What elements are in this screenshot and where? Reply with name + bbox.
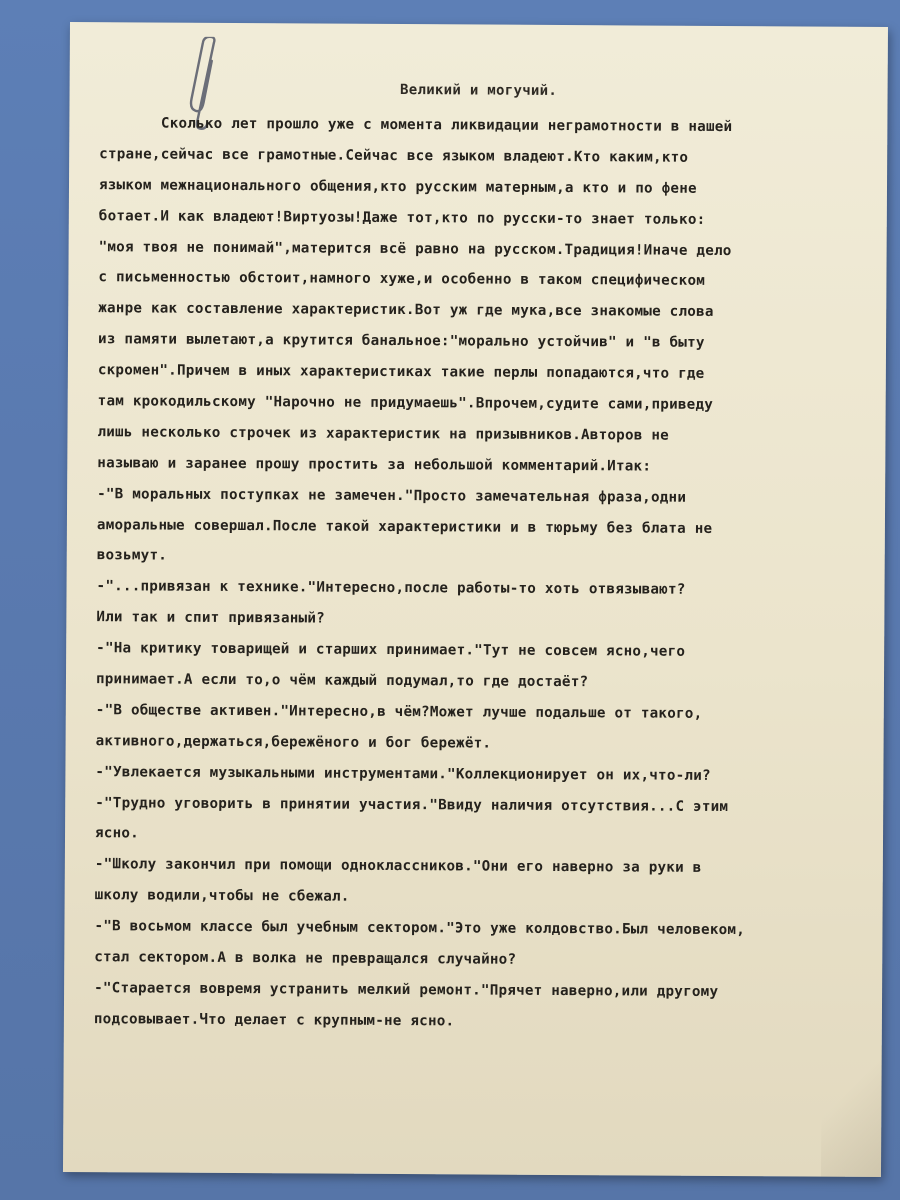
text-line: школу водили,чтобы не сбежал. [94,887,350,905]
text-line: -"В моральных поступках не замечен."Просто замечательная фраза,одни [97,485,687,506]
text-line: аморальные совершал.После такой характеристики и в тюрьму без блата не [96,516,713,537]
typewritten-sheet [63,22,888,1177]
text-line: ясно. [94,825,140,842]
text-line: -"Школу закончил при помощи одноклассников."Они его наверно за руки в [94,856,702,877]
text-line: скромен".Причем в иных характеристиках такие перлы попадаются,что где [97,362,705,383]
text-line: стране,сейчас все грамотные.Сейчас все языком владеют.Кто каким,кто [99,146,689,166]
text-line: -"Старается вовремя устранить мелкий ремонт."Прячет наверно,или другому [94,980,719,1000]
text-line: -"Трудно уговорить в принятии участия."Ввиду наличия отсутствия...С этим [95,794,729,815]
text-line: "моя твоя не понимай",матерится всё равно на русском.Традиция!Иначе дело [98,238,732,259]
text-line: называю и заранее прошу простить за небольшой комментарий.Итак: [97,454,652,475]
text-line: с письменностью обстоит,намного хуже,и особенно в таком специфическом [98,269,706,290]
text-line: -"...привязан к технике."Интересно,после работы-то хоть отвязывают? [96,578,686,599]
text-line: Сколько лет прошло уже с момента ликвидации неграмотности в нашей [99,115,733,136]
document-title: Великий и могучий. [399,82,558,99]
text-line: -"В восьмом классе был учебным сектором."Это уже колдовство.Был человеком, [94,918,746,939]
text-line: принимает.А если то,о чём каждый подумал,то где достаёт? [95,671,589,691]
text-line: лишь несколько строчек из характеристик на призывников.Авторов не [97,424,670,444]
text-line: возьмут. [96,547,168,565]
text-line: Или так и спит привязаный? [96,609,326,627]
text-line: языком межнационального общения,кто русским матерным,а кто и по фене [98,176,697,197]
typed-text-body [94,108,860,1039]
text-line: -"На критику товарищей и старших принимает."Тут не совсем ясно,чего [96,640,686,660]
paper-corner-shadow [821,1037,882,1177]
text-line: -"В обществе активен."Интересно,в чём?Может лучше подальше от такого, [95,702,703,722]
text-line: подсовывает.Что делает с крупным-не ясно. [93,1010,455,1030]
text-line: жанре как составление характеристик.Вот уж где мука,все знакомые слова [98,300,714,321]
text-line: там крокодильскому "Нарочно не придумаешь".Впрочем,судите сами,приведу [97,393,714,413]
text-line: -"Увлекается музыкальными инструментами."Коллекционирует он их,что-ли? [95,763,711,784]
text-line: ботает.И как владеют!Виртуозы!Даже тот,кто по русски-то знает только: [98,207,706,228]
text-line: из памяти вылетают,а крутится банальное:"морально устойчив" и "в быту [98,331,705,352]
text-line: стал сектором.А в волка не превращался случайно? [94,949,517,968]
text-line: активного,держаться,бережёного и бог бережёт. [95,732,492,752]
